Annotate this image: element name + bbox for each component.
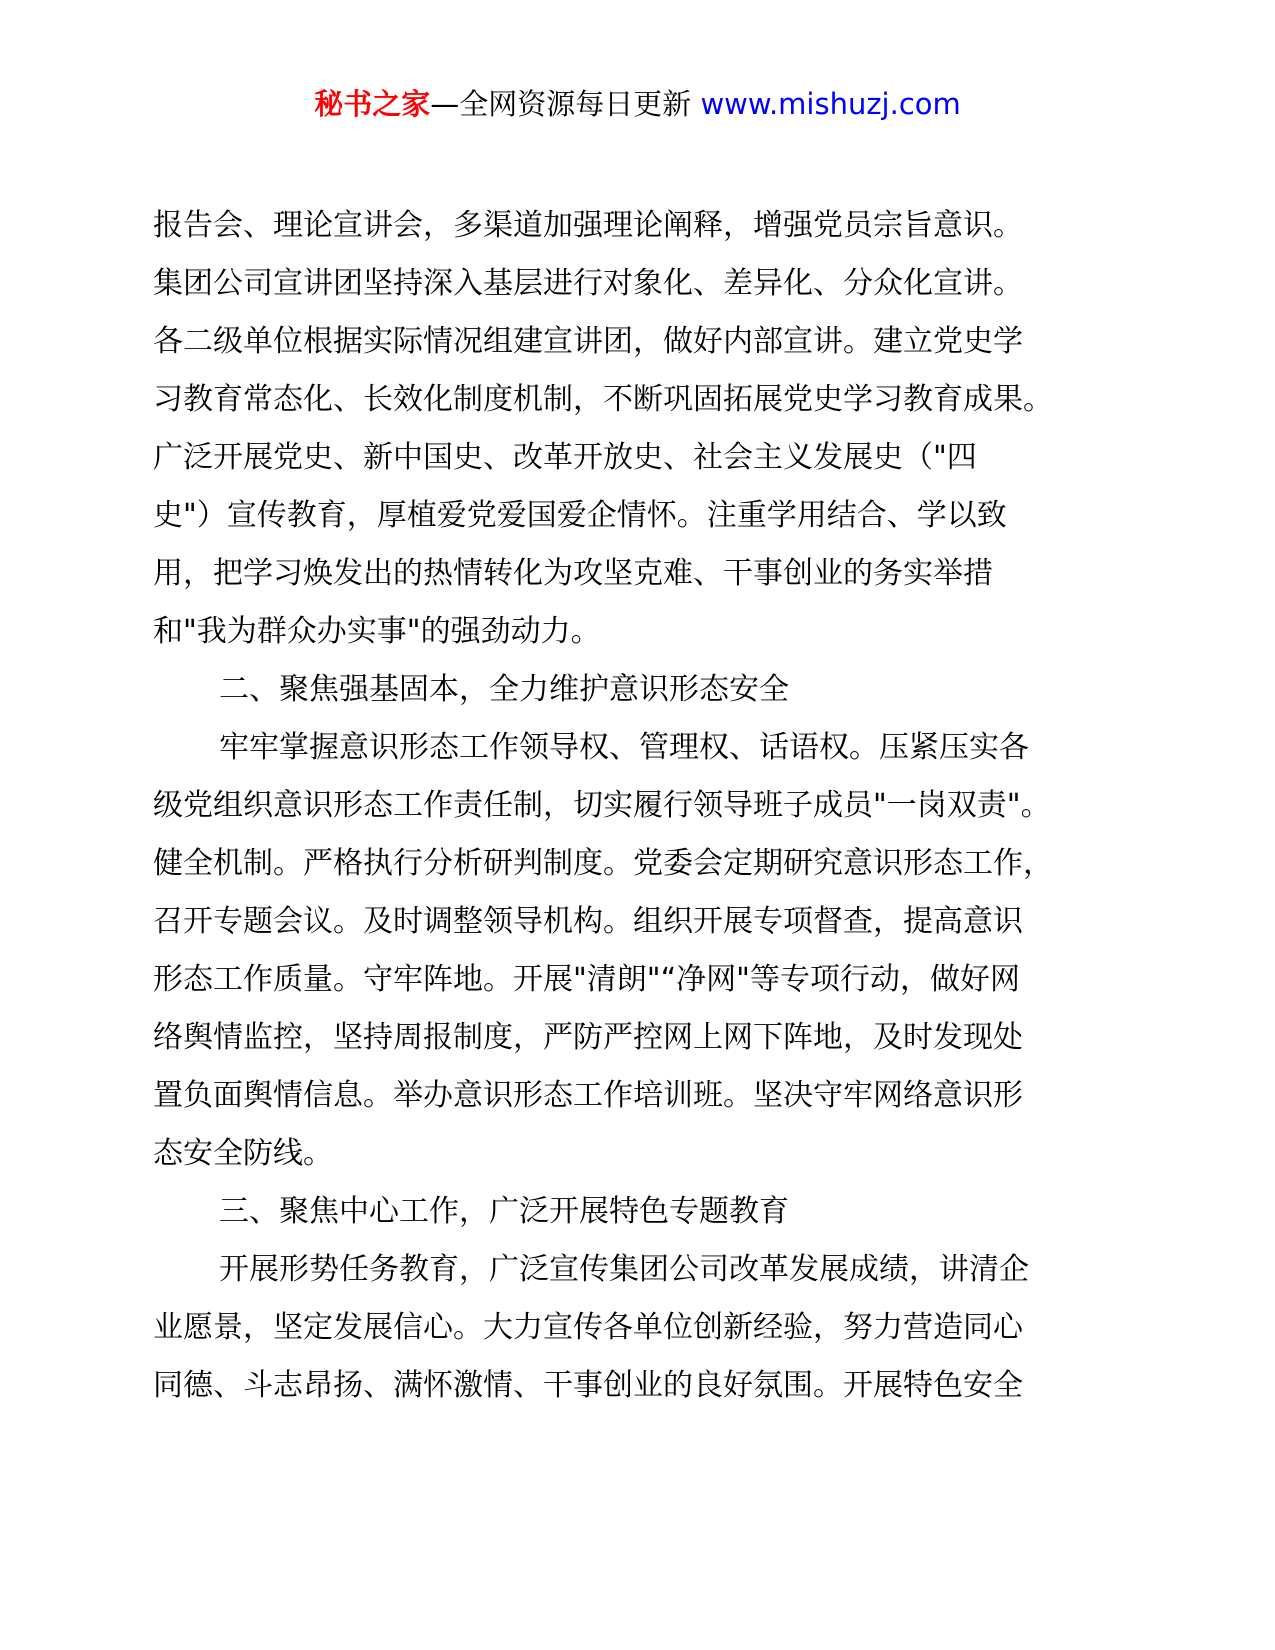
body-line: 业愿景，坚定发展信心。大力宣传各单位创新经验，努力营造同心 bbox=[153, 1310, 1023, 1345]
body-line: 广泛开展党史、新中国史、改革开放史、社会主义发展史（"四 bbox=[153, 440, 977, 475]
body-line: 开展形势任务教育，广泛宣传集团公司改革发展成绩，讲清企 bbox=[219, 1252, 1029, 1287]
body-line: 置负面舆情信息。举办意识形态工作培训班。坚决守牢网络意识形 bbox=[153, 1078, 1023, 1113]
page-header bbox=[0, 84, 1275, 124]
body-line: 牢牢掌握意识形态工作领导权、管理权、话语权。压紧压实各 bbox=[219, 730, 1029, 765]
body-line: 健全机制。严格执行分析研判制度。党委会定期研究意识形态工作， bbox=[153, 846, 1053, 881]
brand-name: 秘书之家 bbox=[314, 87, 431, 121]
section-heading: 二、聚焦强基固本，全力维护意识形态安全 bbox=[219, 672, 789, 707]
site-url: www.mishuzj.com bbox=[700, 87, 961, 121]
body-line: 史"）宣传教育，厚植爱党爱国爱企情怀。注重学用结合、学以致 bbox=[153, 498, 1007, 533]
body-line: 态安全防线。 bbox=[153, 1136, 333, 1171]
header-tagline: —全网资源每日更新 bbox=[430, 87, 701, 121]
body-line: 络舆情监控，坚持周报制度，严防严控网上网下阵地，及时发现处 bbox=[153, 1020, 1023, 1055]
body-line: 同德、斗志昂扬、满怀激情、干事创业的良好氛围。开展特色安全 bbox=[153, 1368, 1023, 1403]
section-heading: 三、聚焦中心工作，广泛开展特色专题教育 bbox=[219, 1194, 789, 1229]
document-body bbox=[153, 197, 1143, 1415]
body-line: 召开专题会议。及时调整领导机构。组织开展专项督查，提高意识 bbox=[153, 904, 1023, 939]
body-line: 用，把学习焕发出的热情转化为攻坚克难、干事创业的务实举措 bbox=[153, 556, 993, 591]
body-line: 集团公司宣讲团坚持深入基层进行对象化、差异化、分众化宣讲。 bbox=[153, 266, 1023, 301]
body-line: 级党组织意识形态工作责任制，切实履行领导班子成员"一岗双责"。 bbox=[153, 788, 1051, 823]
body-line: 各二级单位根据实际情况组建宣讲团，做好内部宣讲。建立党史学 bbox=[153, 324, 1023, 359]
body-line: 报告会、理论宣讲会，多渠道加强理论阐释，增强党员宗旨意识。 bbox=[153, 208, 1023, 243]
body-line: 和"我为群众办实事"的强劲动力。 bbox=[153, 614, 601, 649]
body-line: 形态工作质量。守牢阵地。开展"清朗"“净网"等专项行动，做好网 bbox=[153, 962, 1020, 997]
body-line: 习教育常态化、长效化制度机制，不断巩固拓展党史学习教育成果。 bbox=[153, 382, 1053, 417]
